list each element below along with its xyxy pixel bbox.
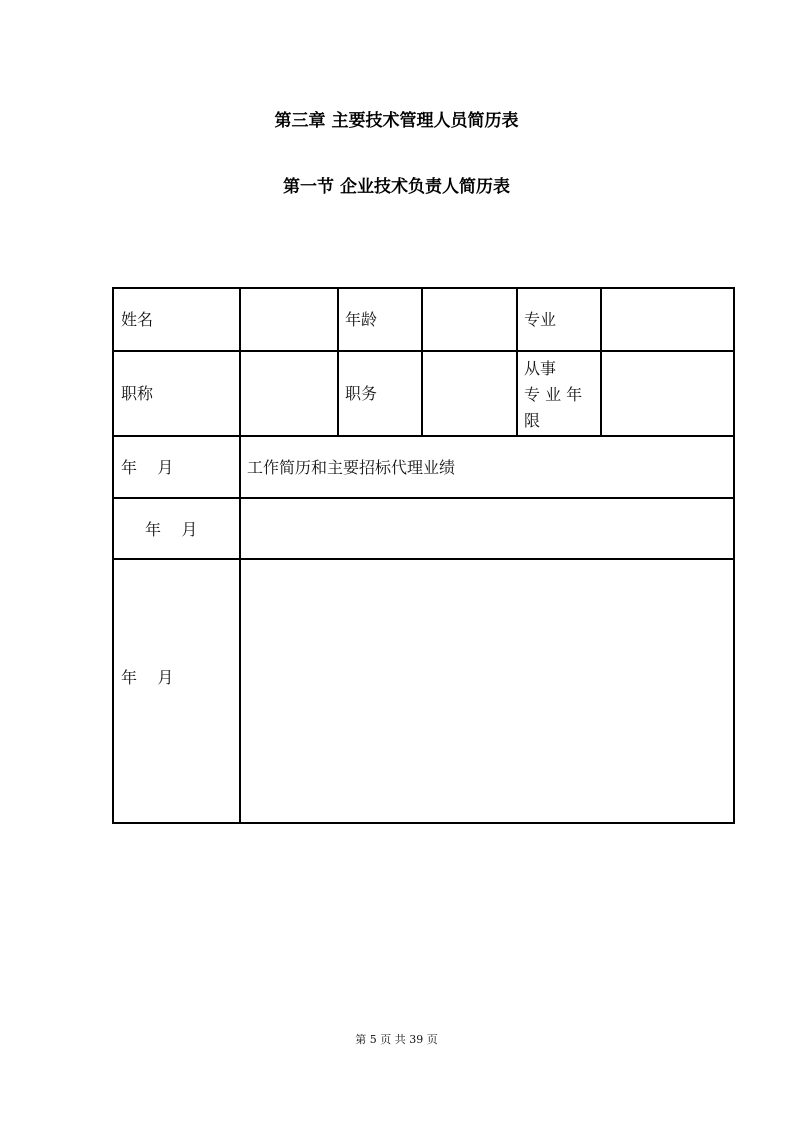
col-divider <box>239 287 241 824</box>
table-border-top <box>112 287 735 289</box>
major-label: 专业 <box>524 310 557 329</box>
age-label: 年龄 <box>345 310 378 329</box>
date-label: 年 月 <box>145 520 198 539</box>
table-border-right <box>733 287 735 824</box>
title-label: 职称 <box>121 384 154 403</box>
date-label: 年 月 <box>121 458 174 477</box>
page-number: 第 5 页 共 39 页 <box>355 1033 438 1046</box>
table-border-bottom <box>112 822 735 824</box>
years-field[interactable] <box>606 384 730 404</box>
row-divider <box>112 558 735 560</box>
row-divider <box>112 435 735 437</box>
position-label: 职务 <box>345 384 378 403</box>
name-label: 姓名 <box>121 310 154 329</box>
col-divider <box>516 287 518 436</box>
col-divider <box>421 287 423 436</box>
years-label <box>524 356 582 434</box>
date-label: 年 月 <box>121 668 174 687</box>
major-field[interactable] <box>606 310 730 330</box>
col-divider <box>337 287 339 436</box>
chapter-title: 第三章 主要技术管理人员简历表 <box>274 111 519 131</box>
years-label-line3: 限 <box>524 411 541 430</box>
work-history-field[interactable] <box>245 503 729 553</box>
col-divider <box>600 287 602 436</box>
row-divider <box>112 350 735 352</box>
row-divider <box>112 497 735 499</box>
table-border-left <box>112 287 114 824</box>
age-field[interactable] <box>427 310 512 330</box>
work-history-field[interactable] <box>245 564 729 818</box>
position-field[interactable] <box>427 384 512 404</box>
work-history-header: 工作简历和主要招标代理业绩 <box>247 458 456 477</box>
title-field[interactable] <box>245 384 333 404</box>
section-title: 第一节 企业技术负责人简历表 <box>283 177 510 197</box>
years-label-line2: 专 业 年 <box>524 385 583 404</box>
name-field[interactable] <box>245 310 333 330</box>
years-label-line1: 从事 <box>524 359 557 378</box>
